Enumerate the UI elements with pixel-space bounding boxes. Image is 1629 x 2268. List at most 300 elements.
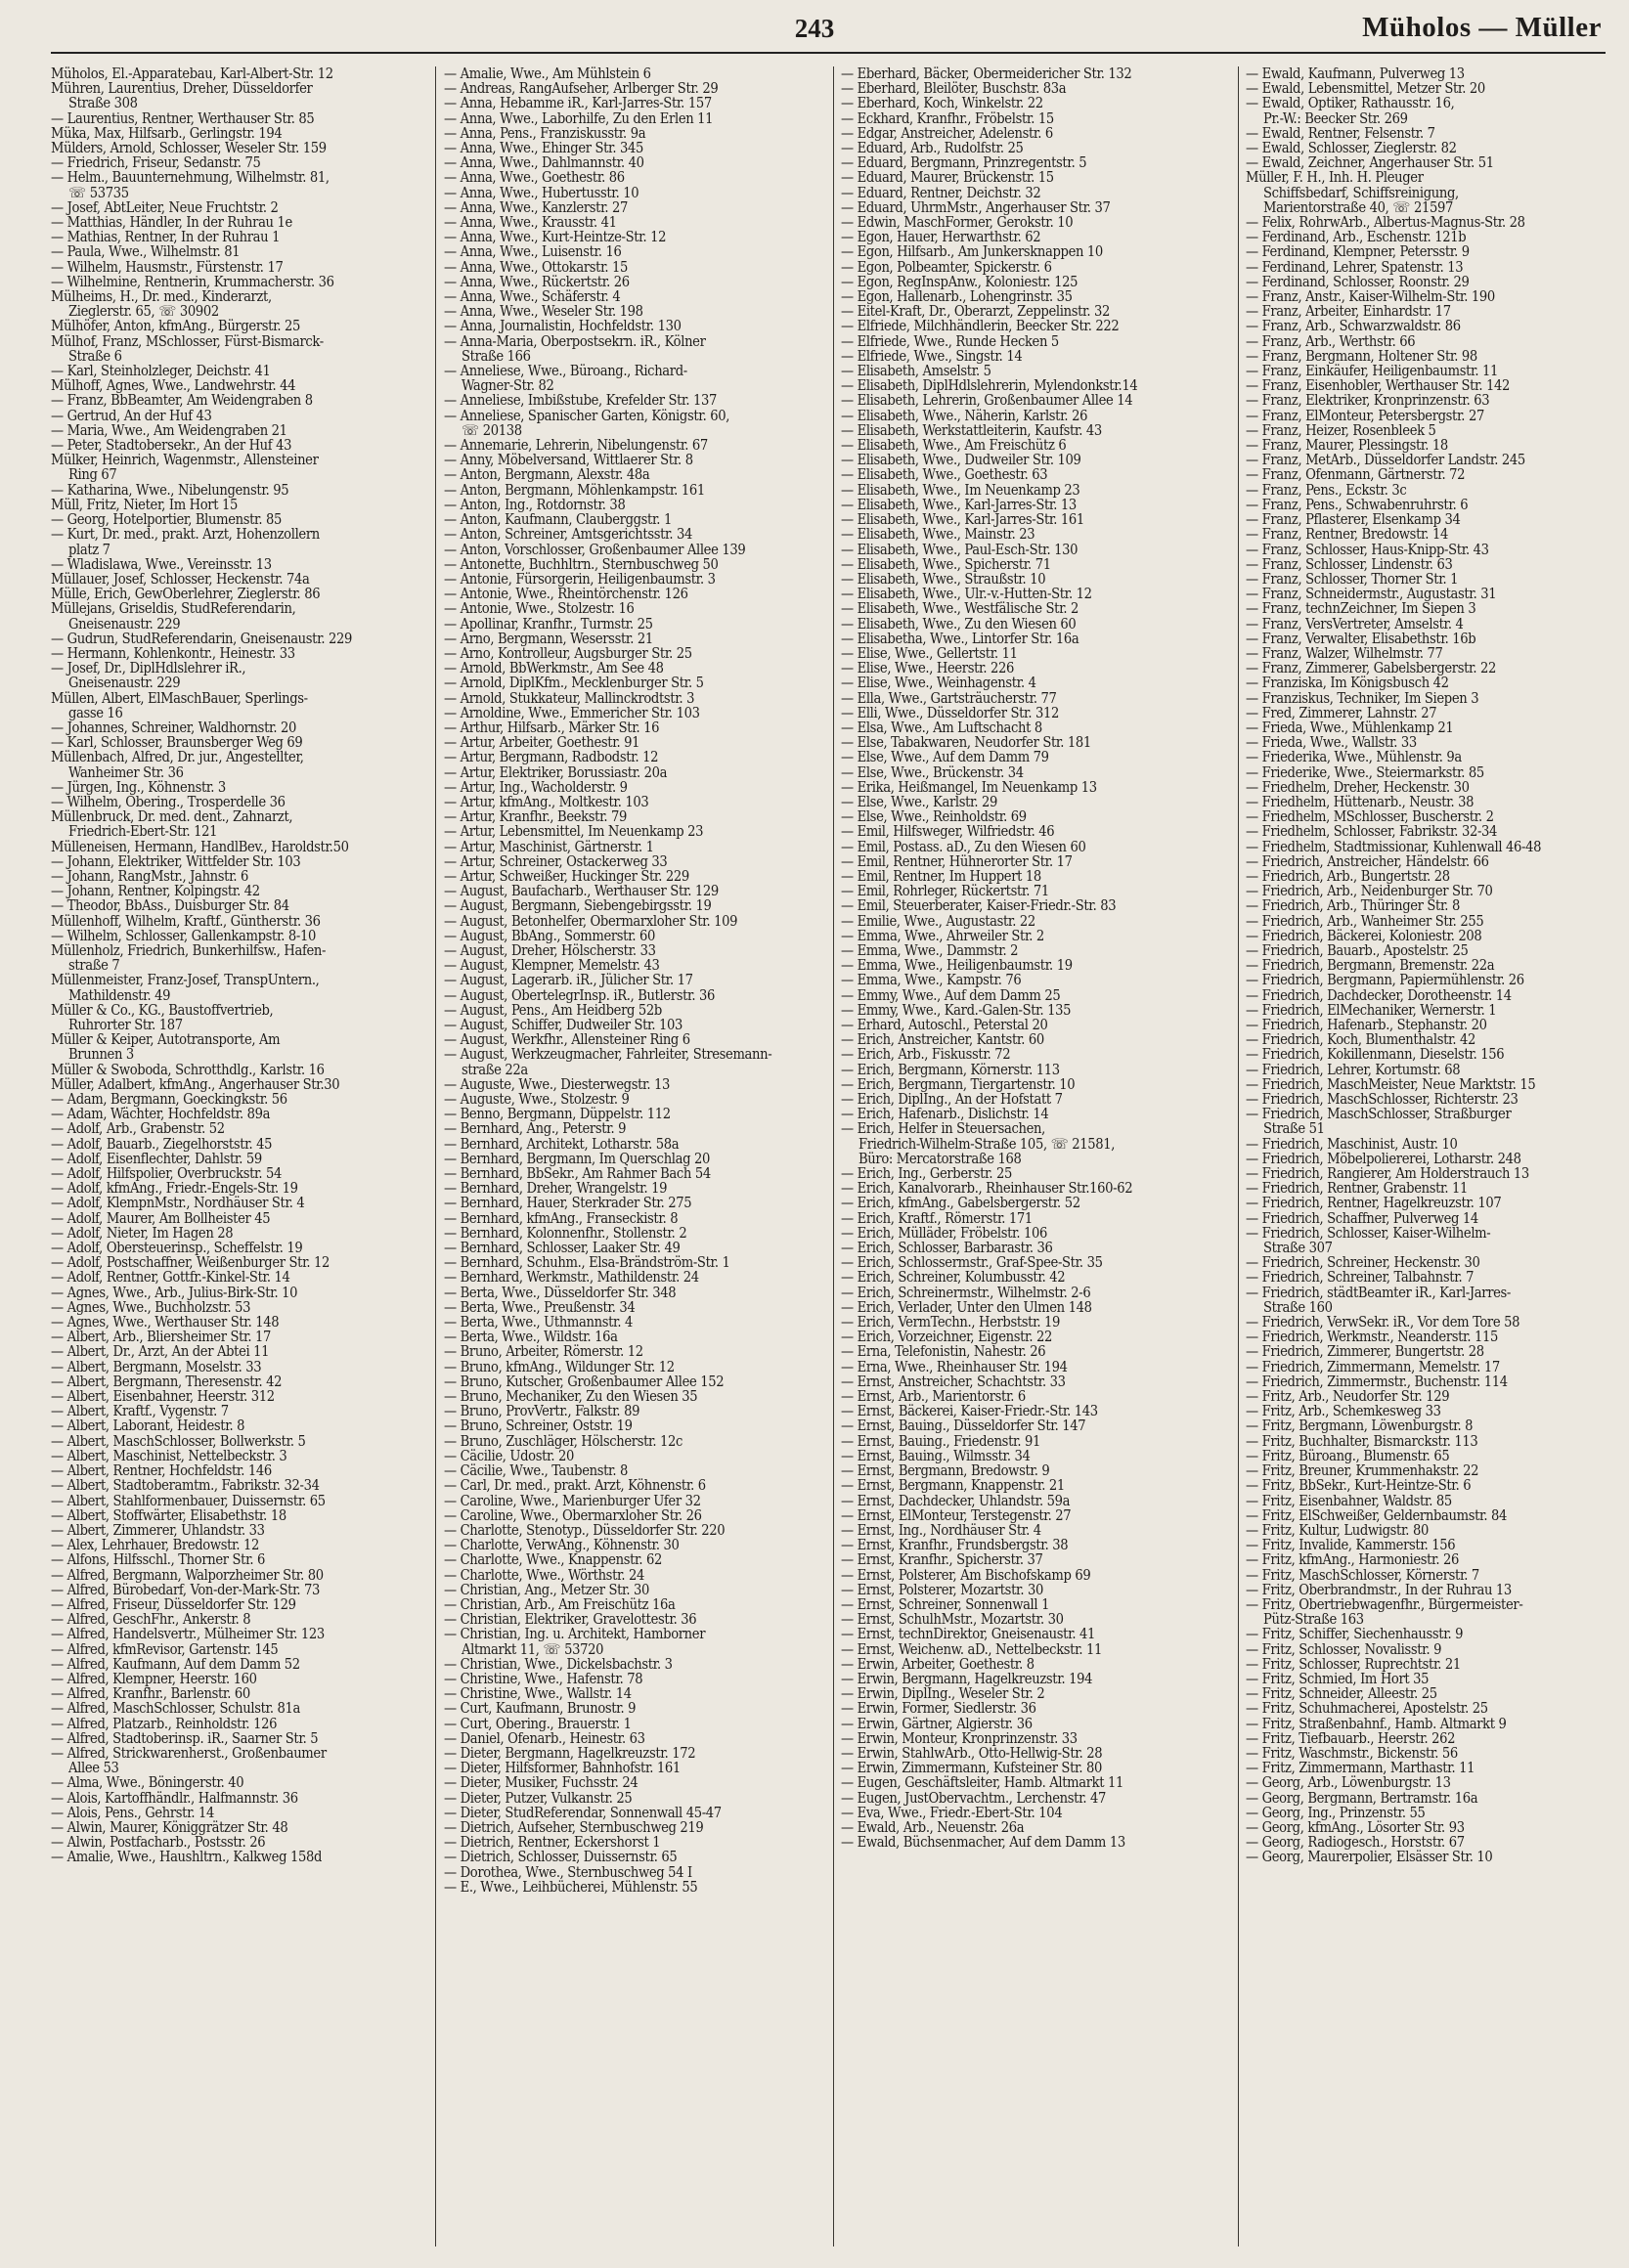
directory-entry: — Albert, Maschinist, Nettelbeckstr. 3 <box>51 1447 287 1464</box>
directory-entry: — Georg, Ing., Prinzenstr. 55 <box>1246 1804 1426 1821</box>
directory-entry: Müllauer, Josef, Schlosser, Heckenstr. 74a <box>51 570 310 588</box>
directory-entry: — Anna, Wwe., Ehinger Str. 345 <box>444 140 644 157</box>
directory-entry: — Anna, Wwe., Goethestr. 86 <box>444 169 625 187</box>
directory-entry: — Erich, Kanalvorarb., Rheinhauser Str.160-62 <box>841 1180 1133 1198</box>
directory-entry: — Georg, Hotelportier, Blumenstr. 85 <box>51 511 282 529</box>
directory-entry: Mülheims, H., Dr. med., Kinderarzt, <box>51 288 272 306</box>
directory-entry: — August, Dreher, Hölscherstr. 33 <box>444 941 656 959</box>
directory-entry: — Ewald, Arb., Neuenstr. 26a <box>841 1818 1025 1836</box>
directory-entry: — Ferdinand, Arb., Eschenstr. 121b <box>1246 229 1467 246</box>
directory-entry: Müll, Fritz, Nieter, Im Hort 15 <box>51 496 238 513</box>
directory-entry: — Artur, kfmAng., Moltkestr. 103 <box>444 793 649 810</box>
directory-entry: — Franz, Arb., Schwarzwaldstr. 86 <box>1246 318 1461 335</box>
directory-entry: — Friedrich, Schreiner, Heckenstr. 30 <box>1246 1254 1480 1272</box>
directory-entry: — Ewald, Optiker, Rathausstr. 16, <box>1246 95 1455 112</box>
directory-entry: — Artur, Ing., Wacholderstr. 9 <box>444 778 628 796</box>
directory-entry: — Alfons, Hilfsschl., Thorner Str. 6 <box>51 1551 266 1569</box>
directory-entry: — Friedhelm, Hüttenarb., Neustr. 38 <box>1246 793 1475 810</box>
directory-entry: — Erna, Telefonistin, Nahestr. 26 <box>841 1343 1046 1361</box>
directory-entry: — Fritz, kfmAng., Harmoniestr. 26 <box>1246 1551 1460 1569</box>
directory-entry: Mülle, Erich, GewOberlehrer, Zieglerstr. 86 <box>51 586 321 603</box>
directory-entry: — Berta, Wwe., Wildstr. 16a <box>444 1329 618 1346</box>
directory-entry: — Peter, Stadtobersekr., An der Huf 43 <box>51 437 292 455</box>
directory-entry: — Anna, Wwe., Laborhilfe, Zu den Erlen 11 <box>444 109 714 127</box>
directory-entry: Gneisenaustr. 229 <box>68 615 181 632</box>
directory-entry: Müllenbach, Alfred, Dr. jur., Angestellter, <box>51 749 304 766</box>
directory-entry: — Bruno, kfmAng., Wildunger Str. 12 <box>444 1358 675 1375</box>
directory-entry: — Alfred, MaschSchlosser, Schulstr. 81a <box>51 1700 300 1718</box>
directory-entry: — Albert, Stahlformenbauer, Duissernstr. 65 <box>51 1492 326 1509</box>
directory-entry: Gneisenaustr. 229 <box>68 675 181 692</box>
directory-entry: Ring 67 <box>68 466 117 484</box>
directory-entry: — Franz, ElMonteur, Petersbergstr. 27 <box>1246 407 1484 424</box>
directory-entry: — Elisabeth, Wwe., Spicherstr. 71 <box>841 555 1051 573</box>
directory-entry: — Georg, Radiogesch., Horststr. 67 <box>1246 1834 1465 1852</box>
directory-entry: — Erwin, Zimmermann, Kufsteiner Str. 80 <box>841 1760 1102 1777</box>
directory-entry: Müller & Swoboda, Schrotthdlg., Karlstr. 16 <box>51 1061 325 1078</box>
directory-entry: — E., Wwe., Leihbücherei, Mühlenstr. 55 <box>444 1878 698 1896</box>
directory-entry: — Elise, Wwe., Heerstr. 226 <box>841 660 1015 677</box>
directory-columns <box>51 66 1606 2246</box>
directory-entry: — Matthias, Händler, In der Ruhrau 1e <box>51 214 292 232</box>
directory-entry: — Franz, Pflasterer, Elsenkamp 34 <box>1246 511 1461 529</box>
column-divider <box>1238 66 1239 2246</box>
directory-entry: — Auguste, Wwe., Diesterwegstr. 13 <box>444 1075 670 1093</box>
directory-entry: — Friedrich, Friseur, Sedanstr. 75 <box>51 154 261 172</box>
directory-entry: Friedrich-Ebert-Str. 121 <box>68 823 218 841</box>
directory-entry: — Friedrich, Arb., Bungertstr. 28 <box>1246 867 1450 885</box>
directory-entry: — Alwin, Maurer, Königgrätzer Str. 48 <box>51 1818 288 1836</box>
directory-entry: Müllen, Albert, ElMaschBauer, Sperlings- <box>51 689 308 707</box>
directory-entry: — Ferdinand, Klempner, Petersstr. 9 <box>1246 243 1470 261</box>
directory-entry: — Artur, Kranfhr., Beekstr. 79 <box>444 808 628 826</box>
directory-entry: — Elise, Wwe., Weinhagenstr. 4 <box>841 675 1036 692</box>
directory-entry: — Anton, Bergmann, Möhlenkampstr. 161 <box>444 481 705 499</box>
directory-entry: — Bruno, Mechaniker, Zu den Wiesen 35 <box>444 1388 698 1406</box>
directory-entry: Pütz-Straße 163 <box>1263 1611 1364 1629</box>
directory-entry: — Ernst, SchulhMstr., Mozartstr. 30 <box>841 1611 1064 1629</box>
directory-entry: Müllenbruck, Dr. med. dent., Zahnarzt, <box>51 808 293 826</box>
directory-entry: Mülhoff, Agnes, Wwe., Landwehrstr. 44 <box>51 377 296 395</box>
page-number: 243 <box>794 14 835 43</box>
directory-entry: — Friedrich, MaschMeister, Neue Marktstr. 15 <box>1246 1075 1536 1093</box>
directory-entry: — Franz, Schneidermstr., Augustastr. 31 <box>1246 586 1497 603</box>
directory-entry: — Emilie, Wwe., Augustastr. 22 <box>841 912 1035 930</box>
directory-entry: — Adolf, Eisenflechter, Dahlstr. 59 <box>51 1150 262 1167</box>
directory-entry: Straße 6 <box>68 347 122 365</box>
directory-entry: — Albert, Stadtoberamtm., Fabrikstr. 32-34 <box>51 1477 320 1495</box>
directory-entry: — Friedrich, Kokillenmann, Dieselstr. 156 <box>1246 1046 1505 1064</box>
directory-entry: — Emil, Hilfsweger, Wilfriedstr. 46 <box>841 823 1055 841</box>
directory-entry: — Mathias, Rentner, In der Ruhrau 1 <box>51 229 281 246</box>
directory-entry: — Dietrich, Rentner, Eckershorst 1 <box>444 1834 661 1852</box>
directory-column-2 <box>444 66 827 2246</box>
directory-entry: — Ernst, Weichenw. aD., Nettelbeckstr. 11 <box>841 1640 1103 1658</box>
directory-entry: — Gertrud, An der Huf 43 <box>51 407 212 424</box>
directory-entry: — August, Klempner, Memelstr. 43 <box>444 957 660 975</box>
directory-entry: — Alois, Pens., Gehrstr. 14 <box>51 1804 215 1821</box>
directory-entry: Müka, Max, Hilfsarb., Gerlingstr. 194 <box>51 124 283 142</box>
directory-entry: — Emma, Wwe., Kampstr. 76 <box>841 972 1022 989</box>
directory-entry: Müller, Adalbert, kfmAng., Angerhauser Str.30 <box>51 1075 340 1093</box>
directory-entry: — Fritz, Eisenbahner, Waldstr. 85 <box>1246 1492 1452 1509</box>
directory-entry: — Elise, Wwe., Gellertstr. 11 <box>841 644 1018 662</box>
directory-entry: — Alfred, Stadtoberinsp. iR., Saarner Str. 5 <box>51 1729 319 1747</box>
directory-entry: — Ewald, Rentner, Felsenstr. 7 <box>1246 124 1435 142</box>
directory-entry: — Albert, Arb., Bliersheimer Str. 17 <box>51 1329 271 1346</box>
directory-entry: — Albert, Bergmann, Moselstr. 33 <box>51 1358 262 1375</box>
directory-entry: — Artur, Schweißer, Huckinger Str. 229 <box>444 867 689 885</box>
directory-entry: — Elisabeth, Werkstattleiterin, Kaufstr. 43 <box>841 421 1102 439</box>
directory-entry: — Adolf, Postschaffner, Weißenburger Str. 12 <box>51 1254 330 1272</box>
directory-entry: — Erich, Ing., Gerberstr. 25 <box>841 1165 1012 1183</box>
directory-entry: — Franz, MetArb., Düsseldorfer Landstr. 245 <box>1246 452 1525 469</box>
directory-entry: — Cäcilie, Wwe., Taubenstr. 8 <box>444 1462 628 1480</box>
directory-entry: — Albert, MaschSchlosser, Bollwerkstr. 5 <box>51 1432 306 1450</box>
directory-entry: — Egon, Hauer, Herwarthstr. 62 <box>841 229 1041 246</box>
directory-entry: — Erich, Schreiner, Kolumbusstr. 42 <box>841 1269 1066 1287</box>
directory-entry: — Ewald, Büchsenmacher, Auf dem Damm 13 <box>841 1834 1125 1852</box>
directory-entry: — Anton, Schreiner, Amtsgerichtsstr. 34 <box>444 526 692 544</box>
directory-entry: — Friedrich, Bergmann, Bremenstr. 22a <box>1246 957 1495 975</box>
directory-entry: — Laurentius, Rentner, Werthauser Str. 85 <box>51 109 315 127</box>
directory-entry: — Emmy, Wwe., Auf dem Damm 25 <box>841 986 1061 1004</box>
directory-entry: — Bernhard, Architekt, Lotharstr. 58a <box>444 1135 680 1153</box>
directory-entry: — August, Pens., Am Heidberg 52b <box>444 1001 662 1019</box>
directory-entry: — Ernst, Bauing., Düsseldorfer Str. 147 <box>841 1418 1086 1435</box>
directory-entry: — Fritz, Arb., Schemkesweg 33 <box>1246 1403 1441 1420</box>
directory-entry: — Erich, kfmAng., Gabelsbergerstr. 52 <box>841 1195 1080 1212</box>
directory-entry: — Friedrich, Zimmermstr., Buchenstr. 114 <box>1246 1373 1508 1390</box>
directory-entry: — Ferdinand, Lehrer, Spatenstr. 13 <box>1246 258 1464 276</box>
directory-entry: — Fritz, ElSchweißer, Geldernbaumstr. 84 <box>1246 1506 1507 1524</box>
directory-entry: — Alwin, Postfacharb., Postsstr. 26 <box>51 1834 266 1852</box>
directory-entry: — Fritz, Straßenbahnf., Hamb. Altmarkt 9 <box>1246 1715 1507 1732</box>
directory-entry: — Charlotte, Wwe., Knappenstr. 62 <box>444 1551 662 1569</box>
directory-entry: — Franz, Arb., Werthstr. 66 <box>1246 332 1416 350</box>
directory-entry: Müller, F. H., Inh. H. Pleuger <box>1246 169 1424 187</box>
column-divider <box>435 66 436 2246</box>
directory-entry: — Bernhard, Kolonnenfhr., Stollenstr. 2 <box>444 1224 687 1242</box>
directory-entry: — Ernst, Anstreicher, Schachtstr. 33 <box>841 1373 1066 1390</box>
directory-entry: Wagner-Str. 82 <box>462 377 554 395</box>
directory-entry: — Fritz, Zimmermann, Marthastr. 11 <box>1246 1760 1475 1777</box>
directory-entry: — Friedrich, Rangierer, Am Holderstrauch 13 <box>1246 1165 1529 1183</box>
directory-entry: — Wilhelm, Schlosser, Gallenkampstr. 8-10 <box>51 927 317 944</box>
directory-entry: — Bernhard, kfmAng., Franseckistr. 8 <box>444 1209 679 1227</box>
directory-entry: — Friedrich, Zimmerer, Bungertstr. 28 <box>1246 1343 1484 1361</box>
directory-entry: — Franz, Verwalter, Elisabethstr. 16b <box>1246 630 1476 647</box>
directory-entry: — Fritz, Breuner, Krummenhakstr. 22 <box>1246 1462 1479 1480</box>
directory-entry: — Elisabeth, Wwe., Am Freischütz 6 <box>841 437 1067 455</box>
directory-entry: — Eugen, JustObervachtm., Lerchenstr. 47 <box>841 1789 1107 1807</box>
directory-entry: — Elisabeth, Wwe., Ulr.-v.-Hutten-Str. 12 <box>841 586 1092 603</box>
directory-entry: — Erich, Mülläder, Fröbelstr. 106 <box>841 1224 1047 1242</box>
directory-entry: — Charlotte, Stenotyp., Düsseldorfer Str. 220 <box>444 1521 726 1539</box>
directory-entry: — Emma, Wwe., Ahrweiler Str. 2 <box>841 927 1044 944</box>
directory-entry: — Anton, Ing., Rotdornstr. 38 <box>444 496 626 513</box>
directory-entry: — Alfred, Bürobedarf, Von-der-Mark-Str. 73 <box>51 1581 321 1598</box>
directory-entry: — Franz, Ofenmann, Gärtnerstr. 72 <box>1246 466 1466 484</box>
directory-entry: — Alfred, Bergmann, Walporzheimer Str. 80 <box>51 1566 324 1584</box>
directory-entry: — Anna, Wwe., Ottokarstr. 15 <box>444 258 629 276</box>
directory-entry: — Felix, RohrwArb., Albertus-Magnus-Str. 28 <box>1246 214 1525 232</box>
directory-entry: — Anna, Wwe., Dahlmannstr. 40 <box>444 154 644 172</box>
directory-entry: Müllenholz, Friedrich, Bunkerhilfsw., Hafen- <box>51 941 327 959</box>
directory-entry: — Adolf, Obersteuerinsp., Scheffelstr. 19 <box>51 1240 303 1257</box>
directory-entry: — Franz, Eisenhobler, Werthauser Str. 142 <box>1246 377 1510 395</box>
directory-entry: — Friedhelm, Dreher, Heckenstr. 30 <box>1246 778 1470 796</box>
directory-entry: — Albert, Kraftf., Vygenstr. 7 <box>51 1403 229 1420</box>
directory-entry: — Friedrich, Anstreicher, Händelstr. 66 <box>1246 852 1489 870</box>
directory-entry: — Agnes, Wwe., Arb., Julius-Birk-Str. 10 <box>51 1284 298 1301</box>
directory-entry: — Friederike, Wwe., Steiermarkstr. 85 <box>1246 763 1484 781</box>
directory-entry: — Cäcilie, Udostr. 20 <box>444 1447 574 1464</box>
directory-entry: — Albert, Laborant, Heidestr. 8 <box>51 1418 245 1435</box>
directory-entry: — Friedrich, Rentner, Hagelkreuzstr. 107 <box>1246 1195 1502 1212</box>
directory-entry: — Artur, Schreiner, Ostackerweg 33 <box>444 852 668 870</box>
directory-entry: — Emil, Rohrleger, Rückertstr. 71 <box>841 883 1049 900</box>
directory-entry: — Friedrich, Werkmstr., Neanderstr. 115 <box>1246 1329 1499 1346</box>
directory-entry: — August, Baufacharb., Werthauser Str. 129 <box>444 883 719 900</box>
directory-entry: — August, Bergmann, Siebengebirgsstr. 19 <box>444 897 712 915</box>
directory-entry: — Erhard, Autoschl., Peterstal 20 <box>841 1017 1048 1033</box>
directory-entry: — Antonie, Wwe., Stolzestr. 16 <box>444 600 635 618</box>
directory-entry: — Dieter, StudReferendar, Sonnenwall 45-47 <box>444 1804 722 1821</box>
directory-entry: — Else, Tabakwaren, Neudorfer Str. 181 <box>841 734 1091 752</box>
directory-entry: — Dieter, Putzer, Vulkanstr. 25 <box>444 1789 633 1807</box>
directory-entry: ☏ 53735 <box>68 184 129 201</box>
directory-entry: — Alfred, Platzarb., Reinholdstr. 126 <box>51 1715 278 1732</box>
directory-entry: Müller & Co., KG., Baustoffvertrieb, <box>51 1001 274 1019</box>
directory-entry: — Antonie, Fürsorgerin, Heiligenbaumstr. 3 <box>444 570 716 588</box>
directory-entry: — Elisabeth, DiplHdlslehrerin, Mylendonkstr.14 <box>841 377 1138 395</box>
directory-entry: — Alois, Kartoffhändlr., Halfmannstr. 36 <box>51 1789 298 1807</box>
directory-entry: — Fritz, MaschSchlosser, Körnerstr. 7 <box>1246 1566 1479 1584</box>
directory-entry: Müholos, El.-Apparatebau, Karl-Albert-Str. 12 <box>51 66 333 82</box>
directory-entry: — Johannes, Schreiner, Waldhornstr. 20 <box>51 719 296 736</box>
directory-entry: — Albert, Bergmann, Theresenstr. 42 <box>51 1373 283 1390</box>
directory-entry: — Friedhelm, MSchlosser, Buscherstr. 2 <box>1246 808 1494 826</box>
directory-entry: — Franz, Arbeiter, Einhardstr. 17 <box>1246 303 1451 321</box>
directory-entry: — Elfriede, Wwe., Singstr. 14 <box>841 347 1023 365</box>
directory-entry: — Ewald, Zeichner, Angerhauser Str. 51 <box>1246 154 1494 172</box>
directory-entry: — Anton, Kaufmann, Clauberggstr. 1 <box>444 511 672 529</box>
directory-entry: Mülleneisen, Hermann, HandlBev., Haroldstr.50 <box>51 838 349 855</box>
directory-entry: — Franz, Pens., Schwabenruhrstr. 6 <box>1246 496 1469 513</box>
directory-entry: — Anna-Maria, Oberpostsekrn. iR., Kölner <box>444 332 706 350</box>
directory-entry: — Adam, Wächter, Hochfeldstr. 89a <box>51 1106 271 1123</box>
directory-entry: — Elisabeth, Wwe., Zu den Wiesen 60 <box>841 615 1077 632</box>
directory-entry: — Friedrich, Koch, Blumenthalstr. 42 <box>1246 1031 1476 1049</box>
directory-entry: Straße 308 <box>68 95 138 112</box>
directory-entry: — Bruno, ProvVertr., Falkstr. 89 <box>444 1403 640 1420</box>
directory-entry: Allee 53 <box>68 1760 119 1777</box>
directory-entry: — Elisabeth, Lehrerin, Großenbaumer Allee 14 <box>841 392 1133 410</box>
directory-entry: — Erika, Heißmangel, Im Neuenkamp 13 <box>841 778 1097 796</box>
directory-entry: — Ernst, Ing., Nordhäuser Str. 4 <box>841 1521 1041 1539</box>
directory-entry: — Anneliese, Wwe., Büroang., Richard- <box>444 363 687 380</box>
directory-entry: — Elfriede, Milchhändlerin, Beecker Str. 222 <box>841 318 1120 335</box>
directory-entry: — August, ObertelegrInsp. iR., Butlerstr. 36 <box>444 986 715 1004</box>
directory-entry: — Franz, Elektriker, Kronprinzenstr. 63 <box>1246 392 1490 410</box>
directory-entry: — Ernst, technDirektor, Gneisenaustr. 41 <box>841 1626 1096 1643</box>
directory-entry: — Franz, Pens., Eckstr. 3c <box>1246 481 1407 499</box>
running-head: Müholos — Müller <box>1362 12 1602 43</box>
directory-entry: — Eberhard, Bäcker, Obermeidericher Str. 132 <box>841 66 1132 82</box>
directory-entry: — Adam, Bergmann, Goeckingkstr. 56 <box>51 1091 287 1109</box>
directory-entry: — Franz, Walzer, Wilhelmstr. 77 <box>1246 644 1443 662</box>
directory-entry: — Egon, Hallenarb., Lohengrinstr. 35 <box>841 288 1073 306</box>
directory-entry: — Berta, Wwe., Preußenstr. 34 <box>444 1298 636 1316</box>
directory-entry: Mathildenstr. 49 <box>68 986 171 1004</box>
directory-entry: — Gudrun, StudReferendarin, Gneisenaustr. 229 <box>51 630 353 647</box>
directory-entry: — Paula, Wwe., Wilhelmstr. 81 <box>51 243 241 261</box>
directory-entry: — Friederika, Wwe., Mühlenstr. 9a <box>1246 749 1462 766</box>
directory-entry: — Albert, Eisenbahner, Heerstr. 312 <box>51 1388 275 1406</box>
directory-entry: — Ewald, Lebensmittel, Metzer Str. 20 <box>1246 80 1485 98</box>
directory-entry: Müller & Keiper, Autotransporte, Am <box>51 1031 281 1049</box>
directory-entry: Mülker, Heinrich, Wagenmstr., Allensteiner <box>51 452 319 469</box>
directory-entry: — Fred, Zimmerer, Lahnstr. 27 <box>1246 704 1437 721</box>
directory-entry: — Friedrich, Rentner, Grabenstr. 11 <box>1246 1180 1468 1198</box>
directory-entry: — Emil, Rentner, Hühnerorter Str. 17 <box>841 852 1073 870</box>
directory-entry: — Christian, Ing. u. Architekt, Hamborner <box>444 1626 706 1643</box>
directory-entry: — Alfred, Strickwarenherst., Großenbaumer <box>51 1744 327 1762</box>
directory-entry: — Georg, Maurerpolier, Elsässer Str. 10 <box>1246 1849 1493 1866</box>
directory-entry: — Dietrich, Aufseher, Sternbuschweg 219 <box>444 1818 704 1836</box>
directory-entry: — Anna, Wwe., Weseler Str. 198 <box>444 303 643 321</box>
directory-entry: gasse 16 <box>68 704 123 721</box>
directory-entry: — Ernst, Bäckerei, Kaiser-Friedr.-Str. 143 <box>841 1403 1098 1420</box>
directory-entry: — Friedrich, Bauarb., Apostelstr. 25 <box>1246 941 1469 959</box>
directory-entry: — Friedrich, MaschSchlosser, Straßburger <box>1246 1106 1512 1123</box>
directory-entry: — Fritz, Invalide, Kammerstr. 156 <box>1246 1537 1456 1554</box>
directory-entry: — Friedrich, Maschinist, Austr. 10 <box>1246 1135 1458 1153</box>
directory-entry: — Anneliese, Spanischer Garten, Königstr. 60, <box>444 407 730 424</box>
directory-entry: — Ernst, Dachdecker, Uhlandstr. 59a <box>841 1492 1071 1509</box>
directory-entry: — Bruno, Zuschläger, Hölscherstr. 12c <box>444 1432 682 1450</box>
directory-entry: — Fritz, Bergmann, Löwenburgstr. 8 <box>1246 1418 1474 1435</box>
directory-entry: — Elli, Wwe., Düsseldorfer Str. 312 <box>841 704 1059 721</box>
directory-entry: Büro: Mercatorstraße 168 <box>859 1150 1022 1167</box>
directory-entry: — Eberhard, Koch, Winkelstr. 22 <box>841 95 1043 112</box>
directory-entry: — Anna, Wwe., Luisenstr. 16 <box>444 243 622 261</box>
directory-entry: — Adolf, Nieter, Im Hagen 28 <box>51 1224 234 1242</box>
directory-entry: — Charlotte, VerwAng., Köhnenstr. 30 <box>444 1537 680 1554</box>
directory-entry: — August, BbAng., Sommerstr. 60 <box>444 927 656 944</box>
directory-entry: — Erwin, Monteur, Kronprinzenstr. 33 <box>841 1729 1078 1747</box>
directory-entry: — Frieda, Wwe., Wallstr. 33 <box>1246 734 1417 752</box>
directory-entry: — Erich, Vorzeichner, Eigenstr. 22 <box>841 1329 1052 1346</box>
directory-entry: — Friedhelm, Stadtmissionar, Kuhlenwall 46-48 <box>1246 838 1542 855</box>
directory-entry: — Amalie, Wwe., Haushltrn., Kalkweg 158d <box>51 1849 323 1866</box>
directory-entry: — Anton, Bergmann, Alexstr. 48a <box>444 466 650 484</box>
directory-entry: — Albert, Zimmerer, Uhlandstr. 33 <box>51 1521 265 1539</box>
directory-entry: — Elisabeth, Wwe., Mainstr. 23 <box>841 526 1035 544</box>
directory-entry: — Arnold, Stukkateur, Mallinckrodtstr. 3 <box>444 689 695 707</box>
directory-entry: — Ernst, Schreiner, Sonnenwall 1 <box>841 1595 1050 1613</box>
directory-entry: — Dorothea, Wwe., Sternbuschweg 54 I <box>444 1863 692 1881</box>
directory-entry: — Benno, Bergmann, Düppelstr. 112 <box>444 1106 671 1123</box>
directory-entry: — Fritz, Schneider, Alleestr. 25 <box>1246 1685 1437 1703</box>
directory-entry: — Franziska, Im Königsbusch 42 <box>1246 675 1449 692</box>
directory-entry: — Friedrich, VerwSekr. iR., Vor dem Tore 58 <box>1246 1314 1520 1331</box>
directory-entry: — Erich, Bergmann, Körnerstr. 113 <box>841 1061 1060 1078</box>
directory-entry: — Ella, Wwe., Gartsträucherstr. 77 <box>841 689 1057 707</box>
directory-entry: — Josef, Dr., DiplHdlslehrer iR., <box>51 660 246 677</box>
directory-entry: — Edwin, MaschFormer, Gerokstr. 10 <box>841 214 1074 232</box>
directory-entry: — Curt, Obering., Brauerstr. 1 <box>444 1715 632 1732</box>
directory-entry: — Bernhard, Schuhm., Elsa-Brändström-Str. 1 <box>444 1254 730 1272</box>
directory-entry: — Arno, Kontrolleur, Augsburger Str. 25 <box>444 644 692 662</box>
directory-entry: — Erich, Verlader, Unter den Ulmen 148 <box>841 1298 1092 1316</box>
directory-entry: — Friedrich, Bergmann, Papiermühlenstr. 26 <box>1246 972 1524 989</box>
directory-entry: Marientorstraße 40, ☏ 21597 <box>1263 198 1454 216</box>
directory-entry: — Erich, Helfer in Steuersachen, <box>841 1120 1045 1138</box>
directory-entry: — Else, Wwe., Brückenstr. 34 <box>841 763 1024 781</box>
directory-entry: — Bernhard, Schlosser, Laaker Str. 49 <box>444 1240 681 1257</box>
directory-entry: — Else, Wwe., Reinholdstr. 69 <box>841 808 1027 826</box>
directory-entry: — Maria, Wwe., Am Weidengraben 21 <box>51 421 287 439</box>
directory-entry: — Karl, Schlosser, Braunsberger Weg 69 <box>51 734 303 752</box>
directory-entry: — Elisabeth, Wwe., Straußstr. 10 <box>841 570 1046 588</box>
directory-entry: — Friedrich, Bäckerei, Koloniestr. 208 <box>1246 927 1482 944</box>
directory-entry: — Franz, VersVertreter, Amselstr. 4 <box>1246 615 1464 632</box>
directory-entry: — Anna, Wwe., Schäferstr. 4 <box>444 288 621 306</box>
directory-entry: — Adolf, Maurer, Am Bollheister 45 <box>51 1209 271 1227</box>
directory-entry: — Anna, Wwe., Hubertusstr. 10 <box>444 184 639 201</box>
directory-entry: — Eitel-Kraft, Dr., Oberarzt, Zeppelinstr. 32 <box>841 303 1110 321</box>
directory-entry: — Antonette, Buchhltrn., Sternbuschweg 50 <box>444 555 719 573</box>
directory-entry: — Franz, Bergmann, Holtener Str. 98 <box>1246 347 1477 365</box>
directory-entry: — Erich, Arb., Fiskusstr. 72 <box>841 1046 1011 1064</box>
directory-entry: — August, Betonhelfer, Obermarxloher Str. 109 <box>444 912 738 930</box>
directory-entry: — Alfred, Kaufmann, Auf dem Damm 52 <box>51 1655 300 1673</box>
directory-entry: Mülhof, Franz, MSchlosser, Fürst-Bismarck- <box>51 332 324 350</box>
directory-entry: — Adolf, KlempnMstr., Nordhäuser Str. 4 <box>51 1195 305 1212</box>
directory-entry: — Berta, Wwe., Düsseldorfer Str. 348 <box>444 1284 677 1301</box>
directory-entry: — Erich, VermTechn., Herbststr. 19 <box>841 1314 1061 1331</box>
directory-entry: — Arnoldine, Wwe., Emmericher Str. 103 <box>444 704 700 721</box>
directory-entry: — Bernhard, Werkmstr., Mathildenstr. 24 <box>444 1269 699 1287</box>
directory-entry: — Friedrich, Hafenarb., Stephanstr. 20 <box>1246 1017 1487 1033</box>
directory-entry: — Ernst, Bauing., Wilmsstr. 34 <box>841 1447 1031 1464</box>
directory-entry: — Agnes, Wwe., Werthauser Str. 148 <box>51 1314 280 1331</box>
directory-entry: — Emil, Rentner, Im Huppert 18 <box>841 867 1041 885</box>
directory-entry: — Curt, Kaufmann, Brunostr. 9 <box>444 1700 637 1718</box>
directory-entry: — Johann, RangMstr., Jahnstr. 6 <box>51 867 249 885</box>
directory-entry: — Elisabetha, Wwe., Lintorfer Str. 16a <box>841 630 1079 647</box>
directory-entry: — Adolf, kfmAng., Friedr.-Engels-Str. 19 <box>51 1180 298 1198</box>
directory-entry: — Friedrich, Schreiner, Talbahnstr. 7 <box>1246 1269 1475 1287</box>
directory-entry: — Egon, RegInspAnw., Koloniestr. 125 <box>841 273 1079 290</box>
directory-entry: — Friedrich, Zimmermann, Memelstr. 17 <box>1246 1358 1500 1375</box>
directory-entry: — Elisabeth, Wwe., Dudweiler Str. 109 <box>841 452 1081 469</box>
directory-entry: — Emma, Wwe., Dammstr. 2 <box>841 941 1019 959</box>
directory-entry: — Amalie, Wwe., Am Mühlstein 6 <box>444 66 651 82</box>
directory-entry: — Carl, Dr. med., prakt. Arzt, Köhnenstr. 6 <box>444 1477 706 1495</box>
directory-entry: — Fritz, Oberbrandmstr., In der Ruhrau 13 <box>1246 1581 1512 1598</box>
directory-entry: — Jürgen, Ing., Köhnenstr. 3 <box>51 778 226 796</box>
directory-entry: — Annemarie, Lehrerin, Nibelungenstr. 67 <box>444 437 708 455</box>
directory-entry: — Erwin, StahlwArb., Otto-Hellwig-Str. 28 <box>841 1744 1103 1762</box>
directory-entry: — Friedhelm, Schlosser, Fabrikstr. 32-34 <box>1246 823 1498 841</box>
directory-entry: — Theodor, BbAss., Duisburger Str. 84 <box>51 897 289 915</box>
directory-entry: — Fritz, Schiffer, Siechenhausstr. 9 <box>1246 1626 1464 1643</box>
directory-entry: — Ernst, Kranfhr., Frundsbergstr. 38 <box>841 1537 1069 1554</box>
directory-entry: — Erich, Schreinermstr., Wilhelmstr. 2-6 <box>841 1284 1091 1301</box>
